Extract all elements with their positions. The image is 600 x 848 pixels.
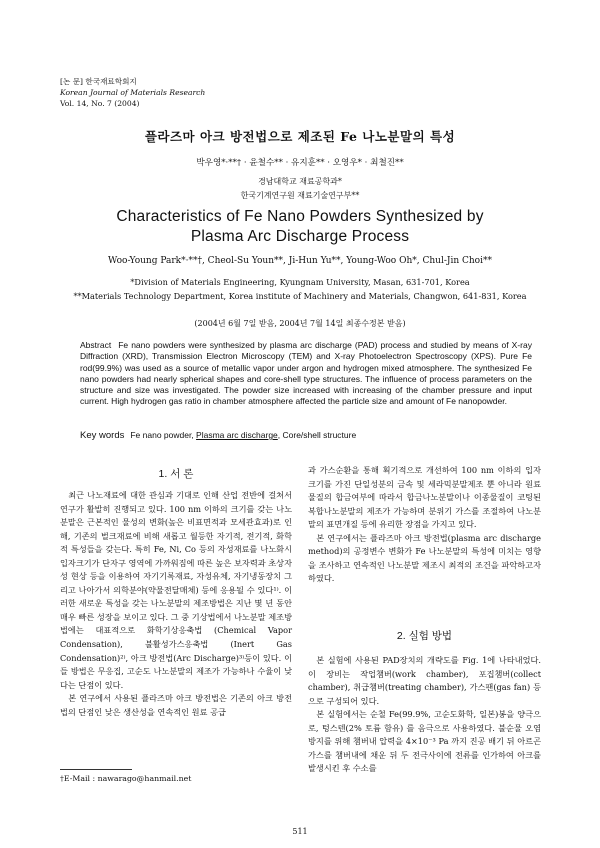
english-affiliation-2: **Materials Technology Department, Korea institute of Machinery and Materials, Changwon, 641-831, Korea	[73, 291, 527, 301]
section-1-title: 1. 서 론	[158, 468, 194, 480]
keywords-label: Key words	[80, 430, 125, 441]
english-title-line-2: Plasma Arc Discharge Process	[190, 228, 410, 245]
right-paragraph-4: 본 실험에서는 순철 Fe(99.9%, 고순도화학, 일본)봉을 양극으로, 텅스텐(2% 토륨 함유) 를 음극으로 사용하였다. 불순물 오염 방지를 위해 챔버내 압력을 4×10⁻³ Pa 까지 진공 배기 뒤 아르곤가스를 챔버내에 채운 뒤 두 전극사이에 전류를 인가하여 아크를 발생시킨 후 수소를	[308, 709, 541, 774]
korean-affiliation-1: 경남대학교 재료공학과*	[258, 177, 342, 186]
korean-affiliation-2: 한국기계연구원 재료기술연구부**	[240, 190, 360, 200]
right-column-top	[308, 464, 541, 586]
keywords	[80, 430, 532, 441]
keywords-underlined: Plasma arc discharge	[196, 430, 278, 440]
english-authors: Woo-Young Park*·**†, Cheol-Su Youn**, Ji-Hun Yu**, Young-Woo Oh*, Chul-Jin Choi**	[108, 256, 492, 266]
right-paragraph-1: 과 가스순환을 통해 획기적으로 개선하여 100 nm 이하의 입자 크기를 가진 단일성분의 금속 및 세라믹분말제조 뿐 아니라 원료 물질의 합금여부에 따라서 합금나노분말이나 이종물질이 코팅된 복합나노분말의 제조가 가능하며 분위기 가스를 조절하여 나노분말의 표면개질 등에 유리한 장점을 가지고 있다.	[308, 465, 541, 530]
korean-affiliations	[0, 175, 600, 202]
keywords-text-2: , Core/shell structure	[277, 430, 357, 440]
korean-authors: 박우영*·**† · 윤철수** · 유지훈** · 오영우* · 최철진**	[196, 158, 404, 168]
right-column-bottom	[308, 654, 541, 776]
left-paragraph-1: 최근 나노재료에 대한 관심과 기대로 인해 산업 전반에 걸쳐서 연구가 활발히 진행되고 있다. 100 nm 이하의 크기를 갖는 나노분말은 근본적인 물성의 변화(높은 비표면적과 모세관효과)로 인해, 기존의 벌크재료에 비해 새롭고 월등한 자기적, 전기적, 화학적 특성들을 갖는다. 특히 Fe, Ni, Co 등의 자성재료를 나노화시 입자크기가 단자구 영역에 가까워짐에 따른 높은 보자력과 초상자성 현상 등을 이용하여 자기기록재료, 자성유체, 자기냉동장치 그리고 나아가서 의학분야(약물전달매체) 등에 응용될 수 있다¹⁾. 이러한 새로운 특성을 갖는 나노분말의 제조방법은 지난 몇 년 동안 매우 빠른 성장을 보이고 있다. 그 중 기상법에서 나노분말 제조방법에는 대표적으로 화학기상응축법 (Chemical Vapor Condensation), 불활성가스응축법 (Inert Gas Condensation)²⁾, 아크 방전법(Arc Discharge)³⁾등이 있다. 이들 방법은 무응집, 고순도 나노분말의 제조가 가능하나 수율이 낮다는 단점이 있다.	[60, 490, 292, 690]
english-title	[0, 207, 600, 247]
abstract	[80, 340, 532, 408]
abstract-text: Fe nano powders were synthesized by plasma arc discharge (PAD) process and studied by means of X-ray Diffraction (XRD), Transmission Electron Microscopy (TEM) and X-ray Photoelectron Spectroscopy (XPS). Pure Fe rod(99.9%) was used as a source of metallic vapor under argon and hydrogen mixed atmosphere. The synthesized Fe nano powders had nearly spherical shapes and core-shell type structures. The influence of process parameters on the structure and size was investigated. The powder size increased with increasing of the chamber pressure and input current. High hydrogen gas ratio in chamber atmosphere affected the particle size and amount of Fe nanopowder.	[80, 340, 532, 407]
footnote-rule	[60, 769, 132, 770]
left-column	[60, 489, 292, 719]
left-paragraph-2: 본 연구에서 사용된 플라즈마 아크 방전법은 기존의 아크 방전법의 단점인 낮은 생산성을 연속적인 원료 공급	[60, 693, 292, 717]
journal-header	[60, 76, 205, 109]
keywords-text-1: Fe nano powder,	[130, 430, 197, 440]
journal-volume: Vol. 14, No. 7 (2004)	[60, 99, 140, 108]
right-paragraph-3: 본 실험에 사용된 PAD장치의 개략도를 Fig. 1에 나타내었다. 이 장비는 작업챔버(work chamber), 포집챔버(collect chamber), 취급챔버(treating chamber), 가스팬(gas fan) 등 으로 구성되어 있다.	[308, 655, 541, 706]
journal-category: [논 문] 한국재료학회지	[60, 77, 137, 86]
english-title-line-1: Characteristics of Fe Nano Powders Synthesized by	[116, 208, 484, 225]
journal-name: Korean Journal of Materials Research	[60, 88, 206, 97]
section-2-title: 2. 실험 방법	[396, 630, 453, 642]
received-dates: (2004년 6월 7일 받음, 2004년 7월 14일 최종수정본 받음)	[194, 319, 406, 328]
abstract-label: Abstract	[80, 340, 112, 350]
english-affiliations	[0, 275, 600, 303]
right-paragraph-2: 본 연구에서는 플라즈마 아크 방전법(plasma arc discharge method)의 공정변수 변화가 Fe 나노분말의 특성에 미치는 영향을 조사하고 연속적인 나노분말 제조시 최적의 조건을 파악하고자 하였다.	[308, 532, 541, 584]
korean-title: 플라즈마 아크 방전법으로 제조된 Fe 나노분말의 특성	[144, 129, 456, 144]
page-number: 511	[292, 827, 308, 836]
footnote-email: †E-Mail : nawarago@hanmail.net	[60, 774, 192, 783]
english-affiliation-1: *Division of Materials Engineering, Kyungnam University, Masan, 631-701, Korea	[130, 277, 470, 287]
